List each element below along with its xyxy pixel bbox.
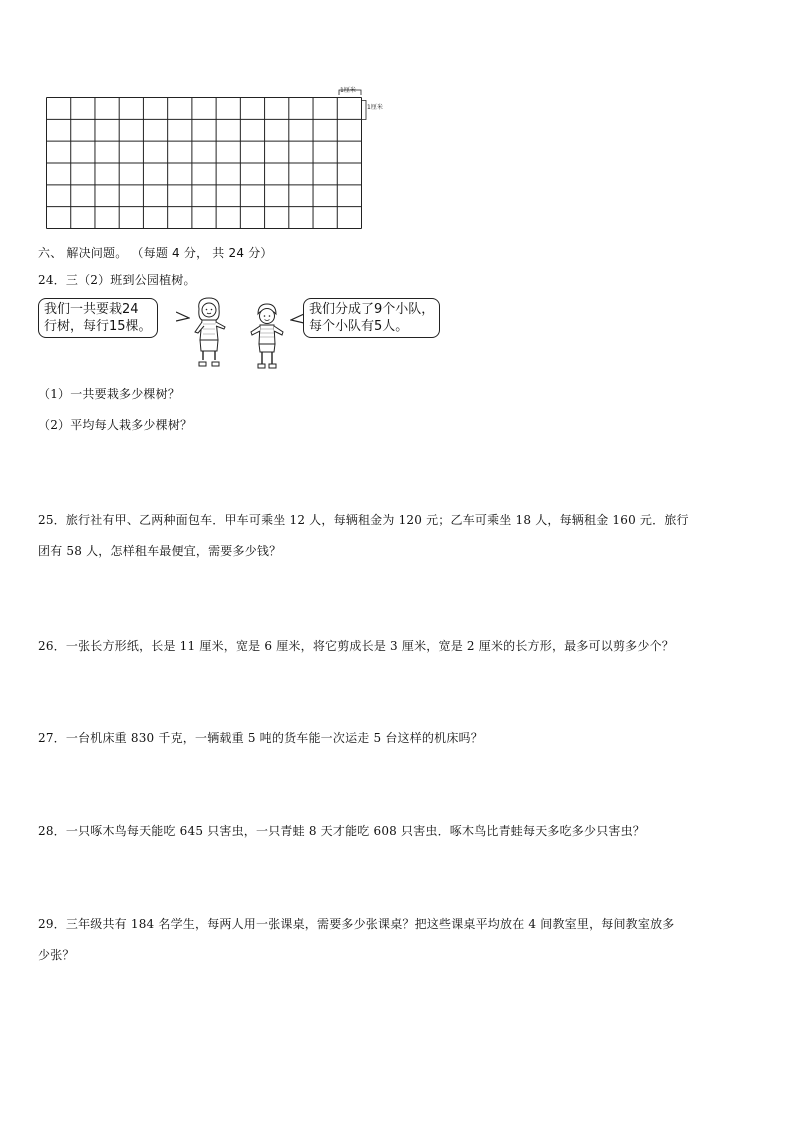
question-25-line-2: 团有 58 人，怎样租车最便宜，需要多少钱？ <box>38 544 282 558</box>
girl-bubble-line-2: 行树，每行15棵。 <box>44 319 152 334</box>
question-24-part-1: （1）一共要栽多少棵树？ <box>38 387 181 401</box>
question-27: 27．一台机床重 830 千克，一辆载重 5 吨的货车能一次运走 5 台这样的机床吗？ <box>38 731 483 745</box>
unit-top-label: 1厘米 <box>340 87 356 94</box>
boy-bubble-line-2: 每个小队有5人。 <box>309 319 409 334</box>
boy-bubble-line-1: 我们分成了9个小队， <box>309 302 435 317</box>
question-24-part-2: （2）平均每人栽多少棵树？ <box>38 418 193 432</box>
boy-speech-bubble <box>303 298 440 338</box>
section-title: 六、 解决问题。 （每题 4 分， 共 24 分） <box>38 246 273 260</box>
boy-bubble-tail <box>290 312 304 326</box>
unit-side-label: 1厘米 <box>367 104 383 111</box>
girl-speech-bubble <box>38 298 158 338</box>
question-26: 26．一张长方形纸，长是 11 厘米，宽是 6 厘米，将它剪成长是 3 厘米，宽是 2 厘米的长方形，最多可以剪多少个？ <box>38 639 674 653</box>
square-grid <box>46 97 362 229</box>
question-28: 28．一只啄木鸟每天能吃 645 只害虫，一只青蛙 8 天才能吃 608 只害虫．啄木鸟比青蛙每天多吃多少只害虫？ <box>38 824 646 838</box>
question-24: 24．三（2）班到公园植树。 <box>38 273 196 287</box>
question-25-line-1: 25．旅行社有甲、乙两种面包车．甲车可乘坐 12 人，每辆租金为 120 元；乙车可乘坐 18 人，每辆租金 160 元．旅行 <box>38 513 689 527</box>
girl-illustration <box>189 296 229 370</box>
question-29-line-2: 少张？ <box>38 948 75 962</box>
grid-lines <box>46 97 362 229</box>
girl-bubble-tail <box>176 310 190 324</box>
boy-illustration <box>247 302 287 370</box>
question-29-line-1: 29．三年级共有 184 名学生，每两人用一张课桌，需要多少张课桌？把这些课桌平均放在 4 间教室里，每间教室放多 <box>38 917 675 931</box>
girl-bubble-line-1: 我们一共要栽24 <box>44 302 139 317</box>
